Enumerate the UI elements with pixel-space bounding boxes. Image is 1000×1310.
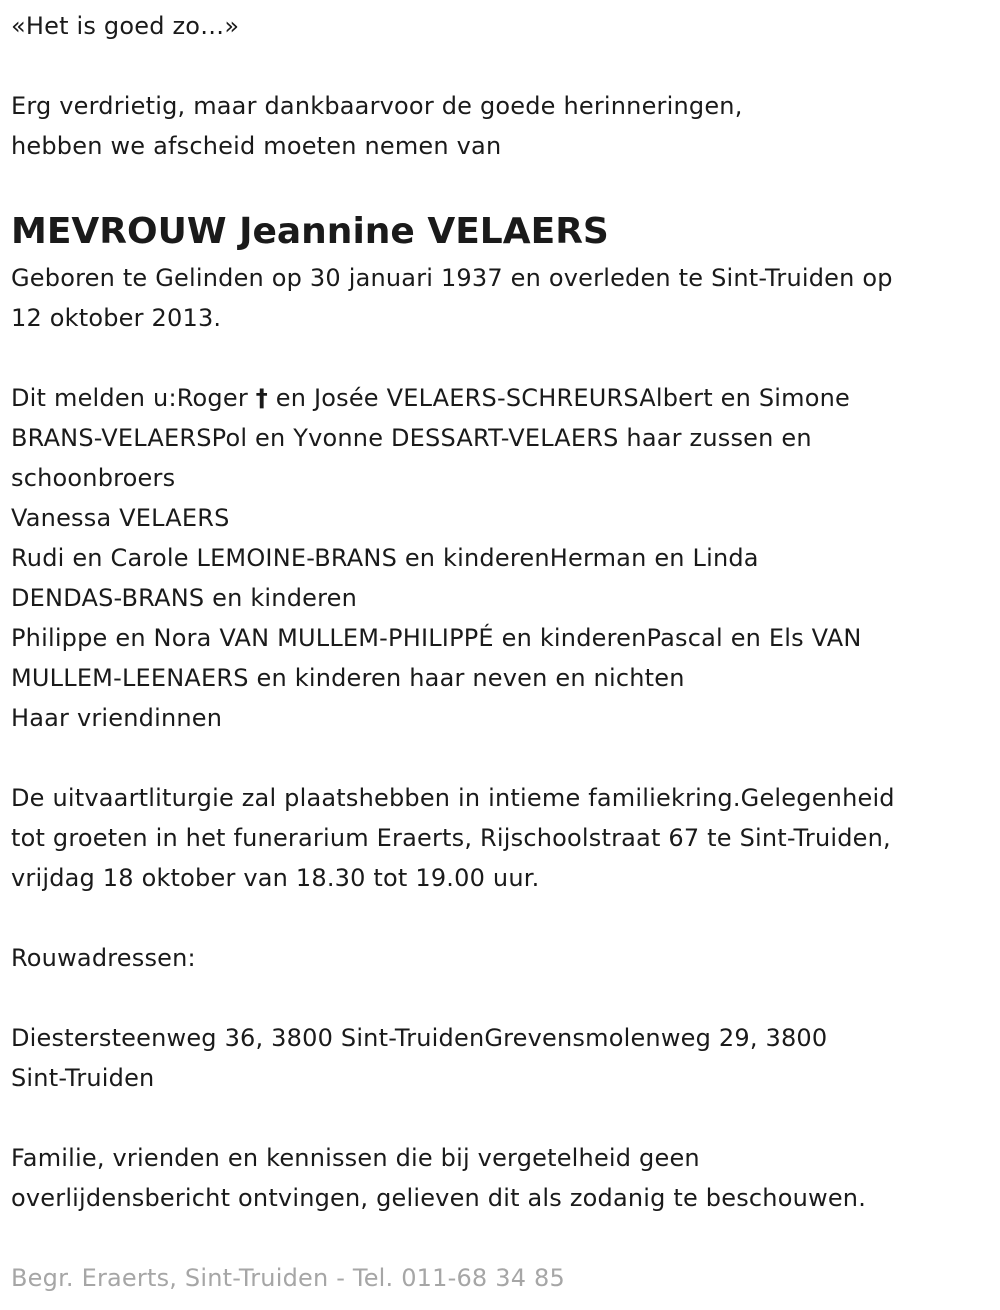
birth-death-line: 12 oktober 2013.	[11, 304, 222, 332]
intro-line: hebben we afscheid moeten nemen van	[11, 132, 502, 160]
closing-line: overlijdensbericht ontvingen, gelieven dit als zodanig te beschouwen.	[11, 1184, 867, 1212]
announcers-line: BRANS-VELAERSPol en Yvonne DESSART-VELAERS haar zussen en	[11, 424, 812, 452]
spacer	[11, 898, 991, 938]
funeral-line: tot groeten in het funerarium Eraerts, Rijschoolstraat 67 te Sint-Truiden,	[11, 824, 891, 852]
spacer	[11, 738, 991, 778]
spacer	[11, 166, 991, 206]
funeral-line: De uitvaartliturgie zal plaatshebben in intieme familiekring.Gelegenheid	[11, 784, 895, 812]
announcers-text: Dit melden u:Roger	[11, 384, 256, 412]
announcers-line: Haar vriendinnen	[11, 704, 223, 732]
announcers-line: schoonbroers	[11, 464, 176, 492]
announcers-line: Vanessa VELAERS	[11, 504, 230, 532]
spacer	[11, 1098, 991, 1138]
spacer	[11, 338, 991, 378]
funeral-home-footer: Begr. Eraerts, Sint-Truiden - Tel. 011-68 34 85	[11, 1264, 565, 1292]
announcers-text: en Josée VELAERS-SCHREURSAlbert en Simone	[267, 384, 850, 412]
spacer	[11, 46, 991, 86]
closing-line: Familie, vrienden en kennissen die bij vergetelheid geen	[11, 1144, 700, 1172]
announcers-line: MULLEM-LEENAERS en kinderen haar neven en nichten	[11, 664, 685, 692]
cross-icon: †	[255, 384, 268, 412]
announcers-line: Rudi en Carole LEMOINE-BRANS en kinderenHerman en Linda	[11, 544, 759, 572]
intro-line: Erg verdrietig, maar dankbaarvoor de goede herinneringen,	[11, 92, 743, 120]
announcers-line: Philippe en Nora VAN MULLEM-PHILIPPÉ en kinderenPascal en Els VAN	[11, 624, 862, 652]
address-line: Sint-Truiden	[11, 1064, 155, 1092]
spacer	[11, 1218, 991, 1258]
funeral-line: vrijdag 18 oktober van 18.30 tot 19.00 uur.	[11, 864, 540, 892]
address-line: Diestersteenweg 36, 3800 Sint-TruidenGrevensmolenweg 29, 3800	[11, 1024, 828, 1052]
obituary-notice	[11, 0, 991, 1298]
addresses-label: Rouwadressen:	[11, 944, 196, 972]
announcers-first-line	[11, 378, 991, 418]
deceased-name: MEVROUW Jeannine VELAERS	[11, 211, 609, 252]
opening-quote: «Het is goed zo…»	[11, 12, 240, 40]
announcers-line: DENDAS-BRANS en kinderen	[11, 584, 358, 612]
birth-death-line: Geboren te Gelinden op 30 januari 1937 en overleden te Sint-Truiden op	[11, 264, 893, 292]
spacer	[11, 978, 991, 1018]
